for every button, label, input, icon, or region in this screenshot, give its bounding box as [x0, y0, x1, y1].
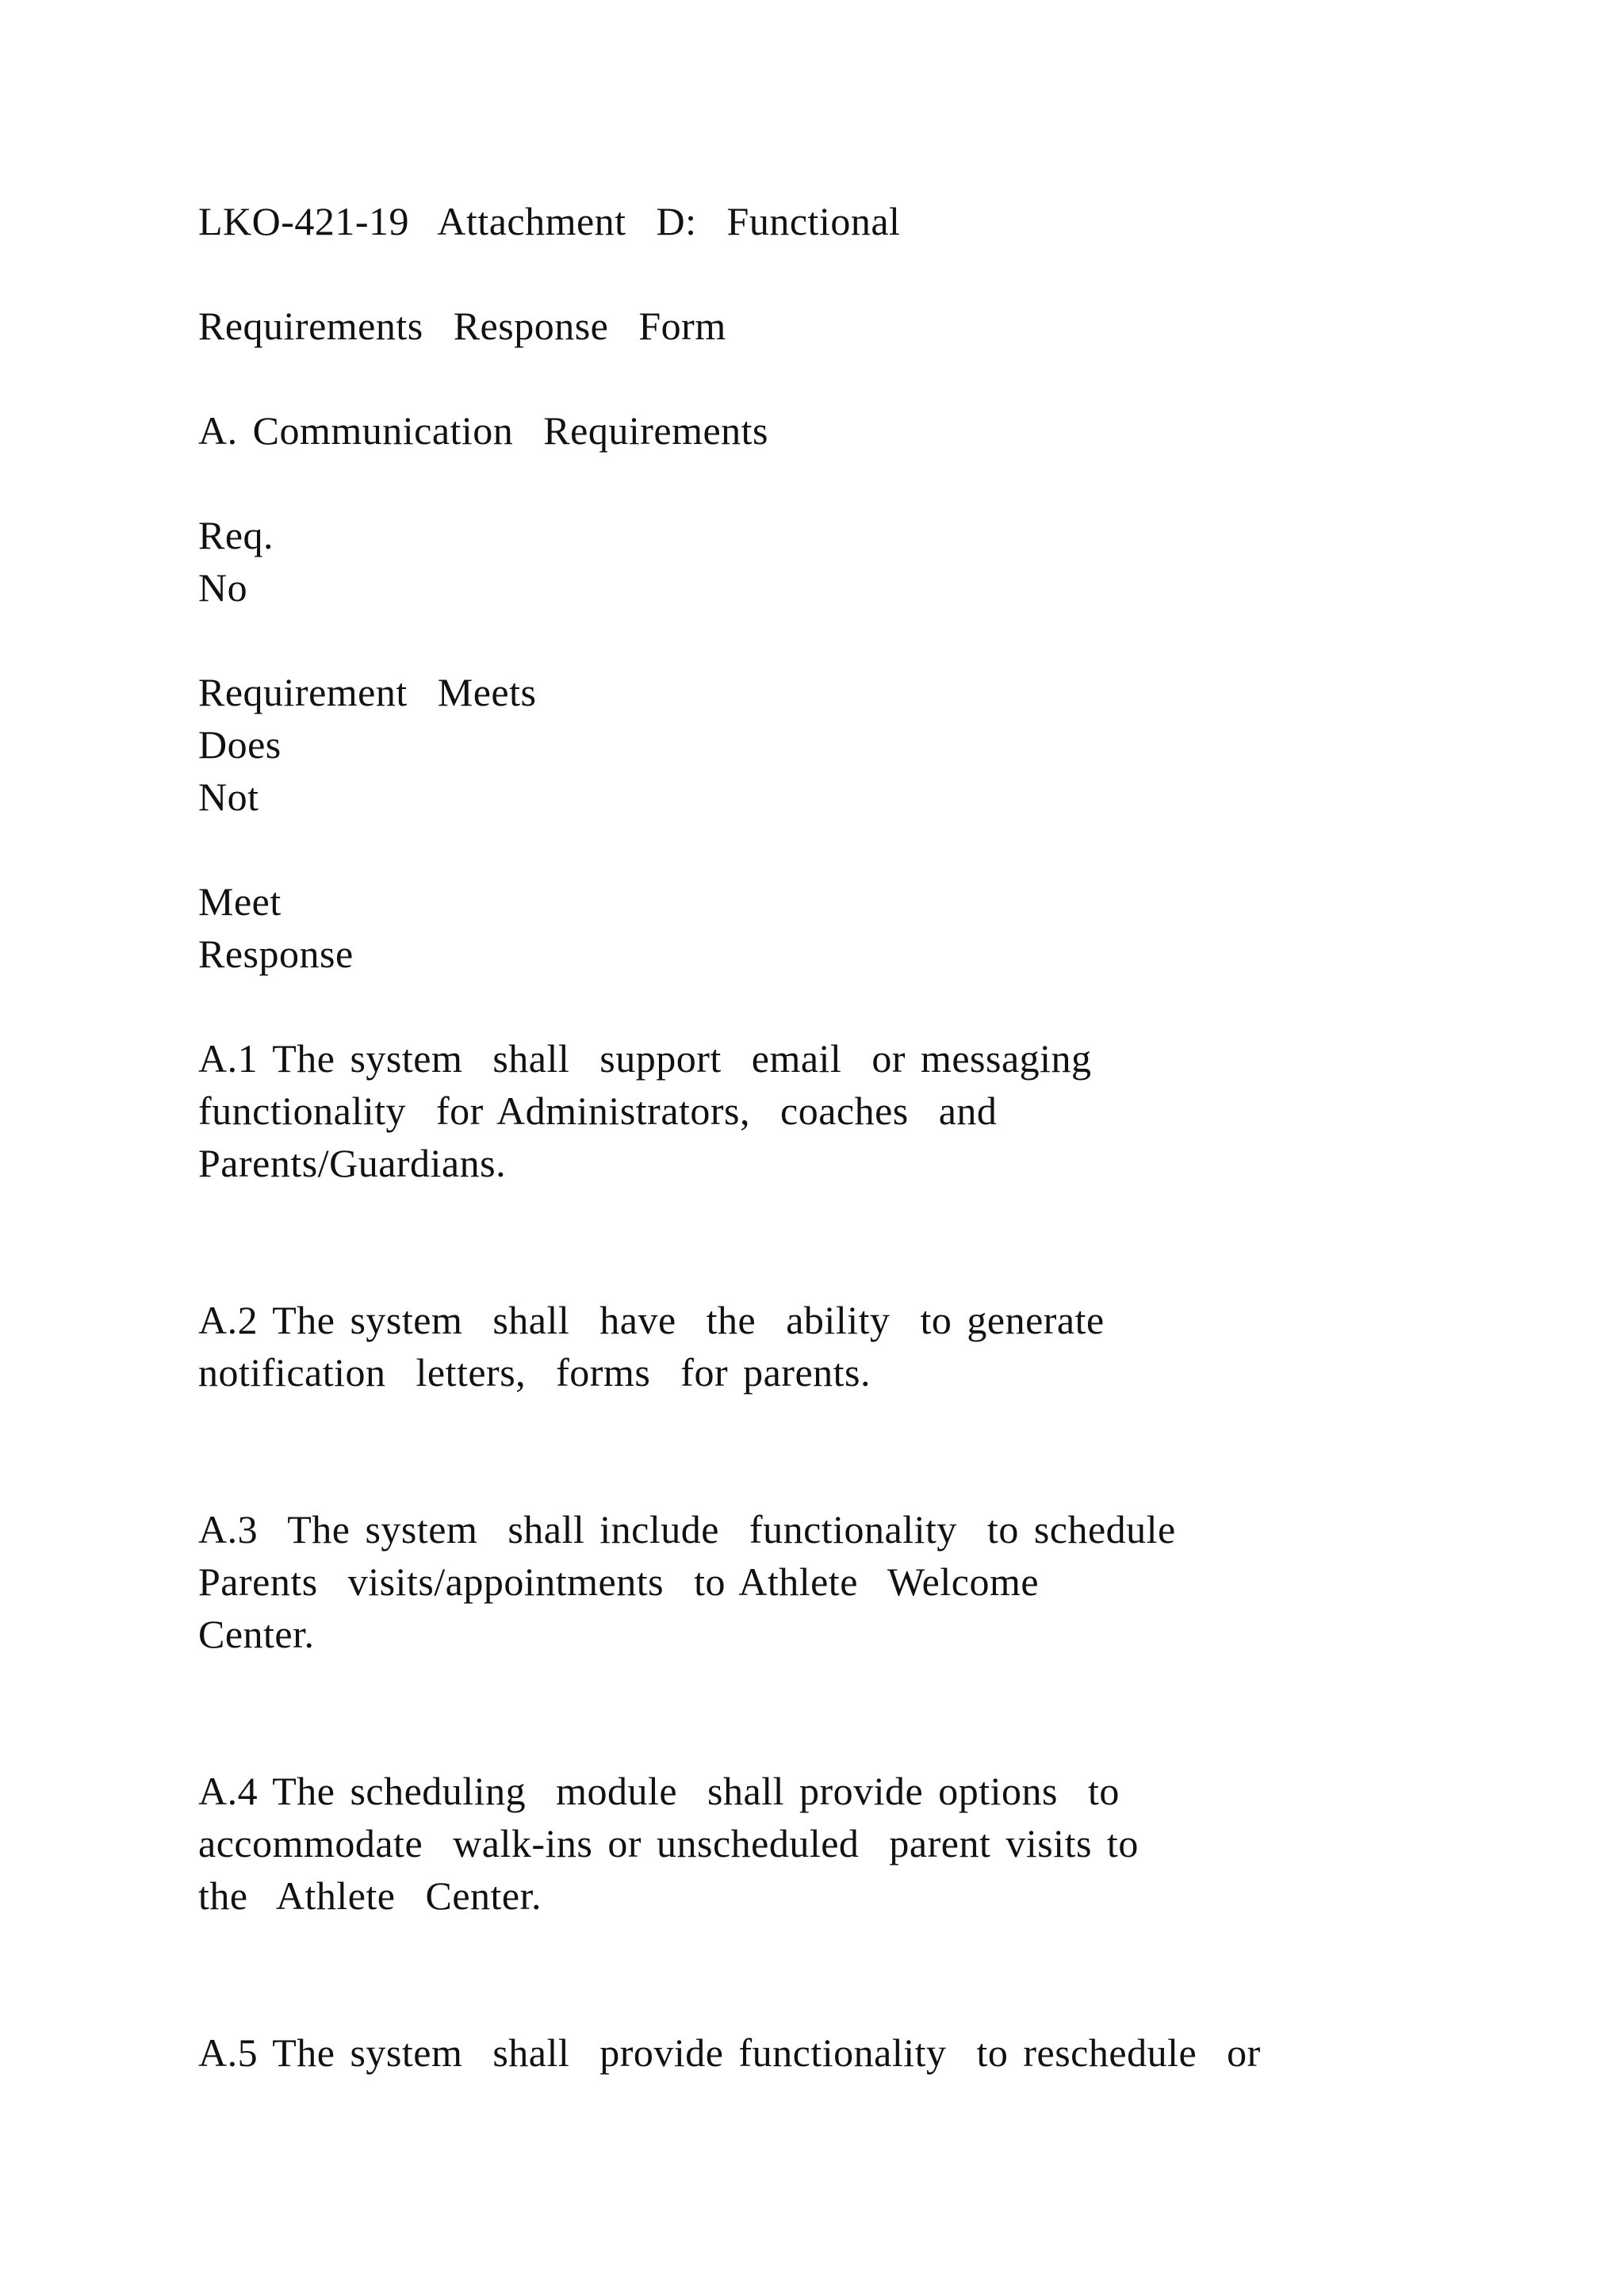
- header-response: Response: [198, 932, 354, 976]
- requirement-a4-line-2: accommodate walk-ins or unscheduled parent visits to: [198, 1821, 1139, 1866]
- header-meet: Meet: [198, 879, 282, 924]
- header-req-no-line-1: Req.: [198, 513, 274, 557]
- header-req-no-line-2: No: [198, 565, 248, 610]
- requirement-a1-line-2: functionality for Administrators, coaches and: [198, 1089, 998, 1133]
- requirement-a2-line-2: notification letters, forms for parents.: [198, 1350, 871, 1395]
- requirement-a3-line-3: Center.: [198, 1612, 315, 1656]
- requirement-a5-line-1: A.5 The system shall provide functionality to reschedule or: [198, 2030, 1261, 2075]
- requirement-a2-line-1: A.2 The system shall have the ability to generate: [198, 1298, 1105, 1342]
- requirement-a1-line-3: Parents/Guardians.: [198, 1141, 507, 1185]
- requirement-a3-line-2: Parents visits/appointments to Athlete Welcome: [198, 1559, 1040, 1604]
- header-not: Not: [198, 775, 259, 819]
- document-title-line-1: LKO-421-19 Attachment D: Functional: [198, 199, 901, 243]
- document-title-line-2: Requirements Response Form: [198, 304, 726, 348]
- header-does: Does: [198, 722, 282, 767]
- requirement-a4-line-1: A.4 The scheduling module shall provide options to: [198, 1769, 1120, 1813]
- section-heading: A. Communication Requirements: [198, 408, 769, 453]
- requirement-a1-line-1: A.1 The system shall support email or messaging: [198, 1036, 1092, 1081]
- requirement-a4-line-3: the Athlete Center.: [198, 1873, 542, 1918]
- header-requirement-meets: Requirement Meets: [198, 670, 537, 714]
- requirement-a3-line-1: A.3 The system shall include functionality to schedule: [198, 1507, 1176, 1552]
